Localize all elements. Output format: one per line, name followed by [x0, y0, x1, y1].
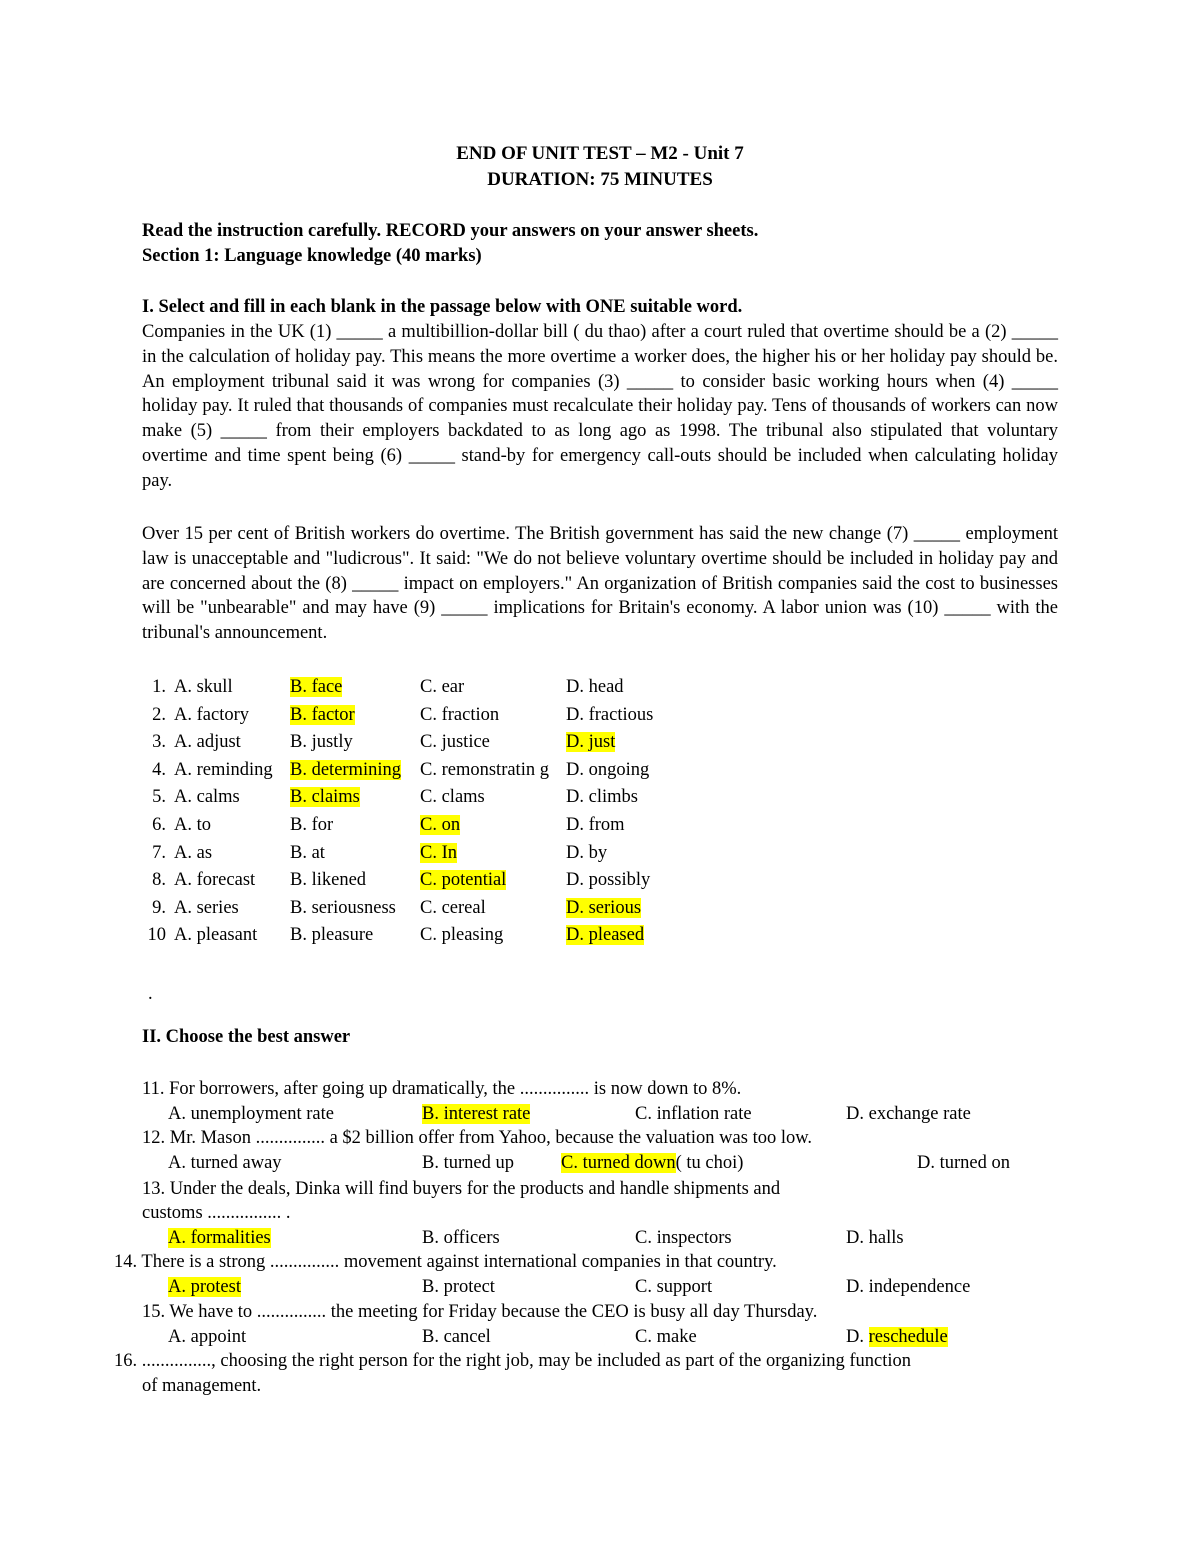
- option-b-text: B. determining: [290, 759, 401, 780]
- option-cell-d: [562, 867, 676, 895]
- q15-option-a: A. appoint: [168, 1327, 247, 1347]
- option-cell-a: [170, 840, 286, 868]
- q12-option-c-highlight: C. turned down: [561, 1153, 676, 1173]
- option-row: [138, 674, 676, 702]
- passage-paragraph-1: [142, 320, 1058, 494]
- option-cell-c: [416, 674, 562, 702]
- q15-option-b: B. cancel: [422, 1327, 491, 1347]
- option-c-text: C. ear: [420, 677, 465, 697]
- option-row: [138, 895, 676, 923]
- q13-option-a-highlight: A. formalities: [168, 1228, 271, 1248]
- option-c-text: C. remonstratin g: [420, 759, 549, 780]
- option-d-text: D. serious: [566, 897, 642, 918]
- option-cell-b: [286, 867, 416, 895]
- option-c-text: C. justice: [420, 732, 490, 753]
- option-row: [138, 812, 676, 840]
- q14-option-a-highlight: A. protest: [168, 1277, 241, 1297]
- option-b-text: B. seriousness: [290, 897, 396, 918]
- question-13-line-2: customs ................ .: [142, 1203, 291, 1223]
- question-11: 11. For borrowers, after going up dramatically, the ............... is now down to 8%.: [142, 1079, 742, 1099]
- option-a-text: A. series: [174, 897, 239, 918]
- option-cell-a: [170, 784, 286, 812]
- option-cell-num: [138, 867, 170, 895]
- test-title: END OF UNIT TEST – M2 - Unit 7: [456, 143, 744, 164]
- option-c-text: C. clams: [420, 787, 485, 808]
- test-duration: DURATION: 75 MINUTES: [487, 169, 713, 190]
- option-cell-b: [286, 674, 416, 702]
- option-number: 1.: [152, 677, 166, 697]
- option-c-text: C. cereal: [420, 897, 486, 918]
- question-13-line-1: 13. Under the deals, Dinka will find buyers for the products and handle shipments and: [142, 1179, 781, 1199]
- option-c-text: C. pleasing: [420, 925, 504, 946]
- option-cell-a: [170, 674, 286, 702]
- option-cell-num: [138, 757, 170, 785]
- option-a-text: A. reminding: [174, 759, 273, 780]
- option-cell-num: [138, 784, 170, 812]
- trailing-dot: .: [148, 984, 153, 1004]
- option-c-text: C. In: [420, 842, 457, 863]
- option-a-text: A. to: [174, 814, 211, 835]
- option-cell-a: [170, 922, 286, 950]
- option-c-text: C. potential: [420, 870, 507, 891]
- option-cell-c: [416, 840, 562, 868]
- option-cell-d: [562, 812, 676, 840]
- option-d-text: D. fractious: [566, 704, 654, 725]
- q11-option-d: D. exchange rate: [846, 1104, 971, 1124]
- option-cell-num: [138, 812, 170, 840]
- option-number: 6.: [152, 814, 166, 835]
- part2-heading: II. Choose the best answer: [142, 1027, 351, 1047]
- option-cell-c: [416, 895, 562, 923]
- q14-option-d: D. independence: [846, 1277, 971, 1297]
- q11-option-b-highlight: B. interest rate: [422, 1104, 531, 1124]
- option-d-text: D. possibly: [566, 870, 651, 891]
- option-cell-c: [416, 812, 562, 840]
- options-table: [138, 674, 676, 950]
- passage-text-1: Companies in the UK (1) _____ a multibillion-dollar bill ( du thao) after a court ruled that overtime should be a (2) _____ in the calculation of holiday pay. This means the more overtime a worker does, the higher his or her holiday pay should be. An employment tribunal said it was wrong for companies (3) _____ to consider basic working hours when (4) _____ holiday pay. It ruled that thousands of companies must recalculate their holiday pay. Tens of thousands of workers can now make (5) _____ from their employers backdated to as long ago as 1998. The tribunal also stipulated that voluntary overtime and time spent being (6) _____ stand-by for emergency call-outs should be included when calculating holiday pay.: [142, 322, 1058, 491]
- q13-option-d: D. halls: [846, 1228, 904, 1248]
- option-row: [138, 757, 676, 785]
- option-cell-b: [286, 784, 416, 812]
- option-d-text: D. head: [566, 677, 624, 697]
- option-cell-d: [562, 895, 676, 923]
- option-number: 10: [147, 925, 166, 946]
- option-number: 9.: [152, 897, 166, 918]
- q13-option-c: C. inspectors: [635, 1228, 732, 1248]
- question-12: 12. Mr. Mason ............... a $2 billion offer from Yahoo, because the valuation was too low.: [142, 1128, 813, 1148]
- option-c-text: C. fraction: [420, 704, 500, 725]
- q11-option-b: [422, 1104, 530, 1125]
- option-cell-d: [562, 757, 676, 785]
- q11-option-a: A. unemployment rate: [168, 1104, 334, 1124]
- option-cell-num: [138, 702, 170, 730]
- option-cell-b: [286, 840, 416, 868]
- q15-option-d-prefix: D.: [846, 1327, 864, 1347]
- q15-option-c: C. make: [635, 1327, 697, 1347]
- q14-option-c: C. support: [635, 1277, 713, 1297]
- option-row: [138, 729, 676, 757]
- option-number: 2.: [152, 704, 166, 725]
- option-b-text: B. claims: [290, 787, 360, 808]
- q14-option-a: [168, 1277, 241, 1298]
- option-number: 4.: [152, 759, 166, 780]
- option-cell-d: [562, 674, 676, 702]
- option-d-text: D. climbs: [566, 787, 638, 808]
- option-cell-b: [286, 812, 416, 840]
- option-cell-a: [170, 757, 286, 785]
- option-cell-a: [170, 867, 286, 895]
- option-b-text: B. likened: [290, 870, 367, 891]
- option-cell-a: [170, 729, 286, 757]
- option-b-text: B. pleasure: [290, 925, 374, 946]
- option-number: 7.: [152, 842, 166, 863]
- option-a-text: A. factory: [174, 704, 249, 725]
- option-row: [138, 867, 676, 895]
- option-b-text: B. justly: [290, 732, 353, 753]
- option-row: [138, 702, 676, 730]
- option-cell-b: [286, 895, 416, 923]
- option-cell-c: [416, 922, 562, 950]
- option-cell-d: [562, 784, 676, 812]
- option-a-text: A. as: [174, 842, 213, 863]
- q12-option-c: [561, 1153, 743, 1174]
- option-cell-b: [286, 702, 416, 730]
- option-cell-num: [138, 674, 170, 702]
- question-16-line-2: of management.: [142, 1376, 262, 1396]
- option-cell-c: [416, 757, 562, 785]
- option-b-text: B. factor: [290, 704, 355, 725]
- option-number: 8.: [152, 870, 166, 891]
- q13-option-b: B. officers: [422, 1228, 500, 1248]
- q12-option-d: D. turned on: [917, 1153, 1010, 1173]
- option-cell-d: [562, 922, 676, 950]
- option-number: 3.: [152, 732, 166, 753]
- q12-option-c-note: ( tu choi): [675, 1153, 744, 1173]
- option-b-text: B. for: [290, 814, 334, 835]
- passage-text-2: Over 15 per cent of British workers do overtime. The British government has said the new change (7) _____ employment law is unacceptable and "ludicrous". It said: "We do not believe voluntary overtime should be included in holiday pay and are concerned about the (8) _____ impact on employers." An organization of British companies said the cost to businesses will be "unbearable" and may have (9) _____ implications for Britain's economy. A labor union was (10) _____ with the tribunal's announcement.: [142, 524, 1058, 644]
- section-heading: Section 1: Language knowledge (40 marks): [142, 246, 482, 266]
- option-cell-num: [138, 840, 170, 868]
- option-number: 5.: [152, 787, 166, 808]
- option-a-text: A. forecast: [174, 870, 256, 891]
- option-d-text: D. ongoing: [566, 759, 650, 780]
- option-cell-a: [170, 702, 286, 730]
- option-cell-c: [416, 729, 562, 757]
- option-a-text: A. adjust: [174, 732, 241, 753]
- option-c-text: C. on: [420, 814, 461, 835]
- option-cell-c: [416, 702, 562, 730]
- option-a-text: A. pleasant: [174, 925, 258, 946]
- option-row: [138, 922, 676, 950]
- option-d-text: D. pleased: [566, 925, 645, 946]
- option-cell-num: [138, 895, 170, 923]
- option-cell-num: [138, 922, 170, 950]
- option-row: [138, 840, 676, 868]
- q12-option-a: A. turned away: [168, 1153, 282, 1173]
- option-cell-num: [138, 729, 170, 757]
- option-a-text: A. calms: [174, 787, 240, 808]
- q15-option-d-highlight: reschedule: [868, 1327, 948, 1347]
- q15-option-d: [846, 1327, 948, 1348]
- option-b-text: B. at: [290, 842, 325, 863]
- option-cell-c: [416, 784, 562, 812]
- question-16-line-1: 16. ..............., choosing the right person for the right job, may be included as part of the organizing function: [114, 1351, 912, 1371]
- option-b-text: B. face: [290, 677, 343, 697]
- option-cell-b: [286, 922, 416, 950]
- q11-option-c: C. inflation rate: [635, 1104, 752, 1124]
- part1-heading: I. Select and fill in each blank in the passage below with ONE suitable word.: [142, 297, 743, 317]
- option-cell-d: [562, 840, 676, 868]
- option-a-text: A. skull: [174, 677, 233, 697]
- option-d-text: D. just: [566, 732, 616, 753]
- option-d-text: D. by: [566, 842, 608, 863]
- option-cell-b: [286, 729, 416, 757]
- question-14: 14. There is a strong ............... movement against international companies in that country.: [114, 1252, 777, 1272]
- q12-option-b: B. turned up: [422, 1153, 514, 1173]
- question-15: 15. We have to ............... the meeting for Friday because the CEO is busy all day Thursday.: [142, 1302, 818, 1322]
- q14-option-b: B. protect: [422, 1277, 495, 1297]
- option-cell-a: [170, 895, 286, 923]
- option-cell-d: [562, 702, 676, 730]
- q13-option-a: [168, 1228, 271, 1249]
- option-cell-b: [286, 757, 416, 785]
- instruction: Read the instruction carefully. RECORD your answers on your answer sheets.: [142, 221, 759, 241]
- option-cell-c: [416, 867, 562, 895]
- option-row: [138, 784, 676, 812]
- passage-paragraph-2: [142, 522, 1058, 646]
- option-cell-d: [562, 729, 676, 757]
- option-cell-a: [170, 812, 286, 840]
- option-d-text: D. from: [566, 814, 625, 835]
